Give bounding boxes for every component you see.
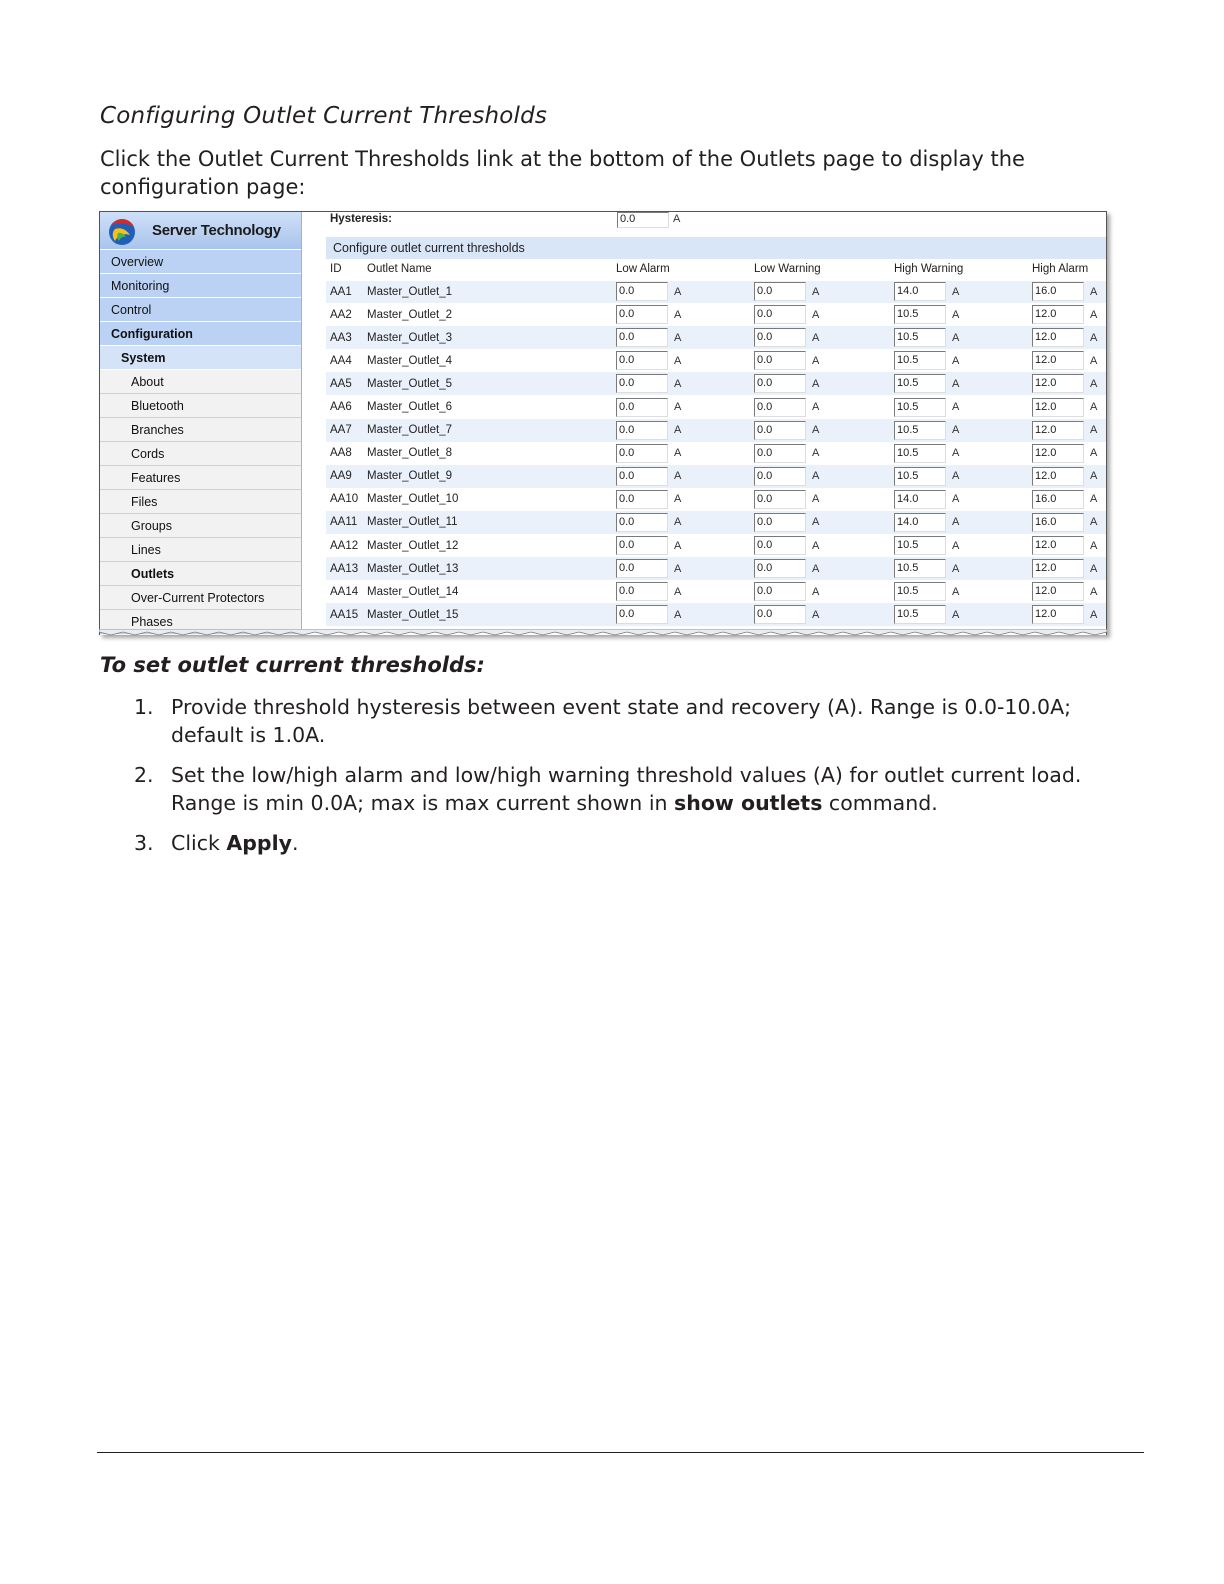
nav-item-outlets[interactable]: Outlets bbox=[100, 562, 301, 586]
threshold-cell bbox=[612, 580, 750, 603]
step-number: 2. bbox=[134, 763, 154, 787]
unit-label: A bbox=[812, 493, 820, 506]
low-warning-input[interactable]: 0.0 bbox=[754, 305, 806, 324]
threshold-cell bbox=[750, 534, 890, 557]
threshold-cell bbox=[612, 557, 750, 580]
high-warning-input[interactable]: 10.5 bbox=[894, 305, 946, 324]
outlet-name: Master_Outlet_11 bbox=[363, 511, 612, 534]
server-technology-logo-icon bbox=[106, 215, 138, 247]
config-screenshot bbox=[99, 211, 1107, 635]
threshold-cell bbox=[612, 511, 750, 534]
high-alarm-input[interactable]: 16.0 bbox=[1032, 282, 1084, 301]
step-item bbox=[134, 829, 1124, 857]
outlet-name: Master_Outlet_7 bbox=[363, 419, 612, 442]
threshold-cell bbox=[890, 395, 1028, 418]
high-warning-input[interactable]: 10.5 bbox=[894, 536, 946, 555]
unit-label: A bbox=[1090, 470, 1098, 483]
threshold-cell bbox=[1028, 419, 1106, 442]
sidebar bbox=[100, 212, 302, 635]
unit-label: A bbox=[952, 377, 960, 390]
threshold-cell bbox=[890, 580, 1028, 603]
threshold-cell bbox=[1028, 603, 1106, 626]
step-emphasis: Apply bbox=[226, 831, 292, 855]
unit-label: A bbox=[812, 401, 820, 414]
threshold-cell bbox=[1028, 557, 1106, 580]
unit-label: A bbox=[812, 608, 820, 621]
unit-label: A bbox=[674, 539, 682, 552]
threshold-cell bbox=[890, 372, 1028, 395]
table-row bbox=[326, 372, 1106, 395]
intro-link-text: Outlet Current Thresholds bbox=[197, 147, 470, 171]
unit-label: A bbox=[952, 354, 960, 367]
high-warning-input[interactable]: 10.5 bbox=[894, 374, 946, 393]
threshold-cell bbox=[1028, 442, 1106, 465]
threshold-cell bbox=[750, 557, 890, 580]
nav-item-control[interactable]: Control bbox=[100, 298, 301, 322]
threshold-cell bbox=[750, 442, 890, 465]
threshold-cell bbox=[890, 603, 1028, 626]
high-warning-input[interactable]: 14.0 bbox=[894, 513, 946, 532]
unit-label: A bbox=[1090, 539, 1098, 552]
outlet-id: AA1 bbox=[326, 280, 363, 303]
threshold-cell bbox=[1028, 280, 1106, 303]
low-alarm-input[interactable]: 0.0 bbox=[616, 398, 668, 417]
low-alarm-input[interactable]: 0.0 bbox=[616, 513, 668, 532]
threshold-cell bbox=[890, 303, 1028, 326]
unit-label: A bbox=[952, 331, 960, 344]
unit-label: A bbox=[674, 308, 682, 321]
column-header: Low Alarm bbox=[612, 259, 750, 280]
high-warning-input[interactable]: 10.5 bbox=[894, 559, 946, 578]
threshold-cell bbox=[612, 349, 750, 372]
step-emphasis: show outlets bbox=[674, 791, 823, 815]
threshold-cell bbox=[612, 465, 750, 488]
nav-item-cords[interactable]: Cords bbox=[100, 442, 301, 466]
unit-label: A bbox=[674, 354, 682, 367]
table-row bbox=[326, 280, 1106, 303]
low-alarm-input[interactable]: 0.0 bbox=[616, 536, 668, 555]
threshold-cell bbox=[890, 349, 1028, 372]
nav-item-about[interactable]: About bbox=[100, 370, 301, 394]
low-alarm-input[interactable]: 0.0 bbox=[616, 467, 668, 486]
unit-label: A bbox=[812, 516, 820, 529]
hysteresis-unit: A bbox=[673, 213, 681, 225]
step-text: Provide threshold hysteresis between event state and recovery (A). Range is 0.0-10.0A; default is 1.0A. bbox=[171, 695, 1071, 747]
threshold-cell bbox=[750, 372, 890, 395]
outlet-id: AA7 bbox=[326, 419, 363, 442]
nav-item-groups[interactable]: Groups bbox=[100, 514, 301, 538]
low-warning-input[interactable]: 0.0 bbox=[754, 398, 806, 417]
table-row bbox=[326, 465, 1106, 488]
low-alarm-input[interactable]: 0.0 bbox=[616, 421, 668, 440]
unit-label: A bbox=[674, 377, 682, 390]
threshold-cell bbox=[612, 603, 750, 626]
unit-label: A bbox=[1090, 424, 1098, 437]
unit-label: A bbox=[952, 585, 960, 598]
unit-label: A bbox=[952, 539, 960, 552]
unit-label: A bbox=[1090, 331, 1098, 344]
threshold-cell bbox=[750, 511, 890, 534]
outlet-id: AA3 bbox=[326, 326, 363, 349]
high-warning-input[interactable]: 10.5 bbox=[894, 421, 946, 440]
high-warning-input[interactable]: 10.5 bbox=[894, 328, 946, 347]
table-row bbox=[326, 488, 1106, 511]
nav-sub-group bbox=[100, 370, 301, 634]
nav-item-bluetooth[interactable]: Bluetooth bbox=[100, 394, 301, 418]
unit-label: A bbox=[812, 308, 820, 321]
outlet-name: Master_Outlet_10 bbox=[363, 488, 612, 511]
unit-label: A bbox=[1090, 585, 1098, 598]
high-warning-input[interactable]: 10.5 bbox=[894, 444, 946, 463]
brand-header[interactable] bbox=[100, 212, 301, 250]
threshold-cell bbox=[890, 488, 1028, 511]
unit-label: A bbox=[1090, 285, 1098, 298]
threshold-cell bbox=[890, 326, 1028, 349]
unit-label: A bbox=[1090, 493, 1098, 506]
column-header: High Warning bbox=[890, 259, 1028, 280]
threshold-cell bbox=[750, 280, 890, 303]
threshold-cell bbox=[612, 326, 750, 349]
step-number: 1. bbox=[134, 695, 154, 719]
threshold-cell bbox=[612, 372, 750, 395]
outlet-name: Master_Outlet_2 bbox=[363, 303, 612, 326]
low-warning-input[interactable]: 0.0 bbox=[754, 490, 806, 509]
high-alarm-input[interactable]: 12.0 bbox=[1032, 605, 1084, 624]
nav-item-phases[interactable]: Phases bbox=[100, 610, 301, 634]
table-row bbox=[326, 419, 1106, 442]
step-item bbox=[134, 761, 1124, 817]
threshold-cell bbox=[750, 326, 890, 349]
table-body bbox=[326, 280, 1106, 626]
high-warning-input[interactable]: 10.5 bbox=[894, 467, 946, 486]
outlet-id: AA5 bbox=[326, 372, 363, 395]
step-item bbox=[134, 693, 1124, 749]
config-title: Configure outlet current thresholds bbox=[326, 237, 1106, 259]
unit-label: A bbox=[812, 285, 820, 298]
unit-label: A bbox=[812, 377, 820, 390]
unit-label: A bbox=[1090, 516, 1098, 529]
table-row bbox=[326, 349, 1106, 372]
threshold-cell bbox=[890, 442, 1028, 465]
intro-paragraph bbox=[100, 145, 1130, 201]
unit-label: A bbox=[674, 493, 682, 506]
outlet-id: AA9 bbox=[326, 465, 363, 488]
unit-label: A bbox=[1090, 308, 1098, 321]
unit-label: A bbox=[674, 447, 682, 460]
threshold-cell bbox=[890, 419, 1028, 442]
high-warning-input[interactable]: 14.0 bbox=[894, 282, 946, 301]
nav-item-system[interactable]: System bbox=[100, 346, 301, 370]
column-header: ID bbox=[326, 259, 363, 280]
unit-label: A bbox=[1090, 377, 1098, 390]
low-warning-input[interactable]: 0.0 bbox=[754, 559, 806, 578]
intro-post: link at the bottom of the Outlets page to display the configuration page: bbox=[100, 147, 1025, 199]
outlet-name: Master_Outlet_15 bbox=[363, 603, 612, 626]
table-row bbox=[326, 442, 1106, 465]
threshold-cell bbox=[1028, 326, 1106, 349]
low-warning-input[interactable]: 0.0 bbox=[754, 536, 806, 555]
main-panel bbox=[306, 212, 1107, 635]
intro-pre: Click the bbox=[100, 147, 198, 171]
threshold-cell bbox=[612, 419, 750, 442]
threshold-cell bbox=[1028, 534, 1106, 557]
low-warning-input[interactable]: 0.0 bbox=[754, 467, 806, 486]
torn-edge bbox=[99, 629, 1107, 637]
outlet-name: Master_Outlet_8 bbox=[363, 442, 612, 465]
low-alarm-input[interactable]: 0.0 bbox=[616, 282, 668, 301]
unit-label: A bbox=[812, 539, 820, 552]
unit-label: A bbox=[952, 493, 960, 506]
unit-label: A bbox=[674, 285, 682, 298]
high-alarm-input[interactable]: 16.0 bbox=[1032, 513, 1084, 532]
table-row bbox=[326, 395, 1106, 418]
steps-list bbox=[134, 693, 1124, 869]
low-warning-input[interactable]: 0.0 bbox=[754, 582, 806, 601]
unit-label: A bbox=[812, 562, 820, 575]
unit-label: A bbox=[674, 401, 682, 414]
outlet-id: AA6 bbox=[326, 395, 363, 418]
footer-rule bbox=[97, 1452, 1144, 1453]
table-row bbox=[326, 580, 1106, 603]
high-warning-input[interactable]: 14.0 bbox=[894, 490, 946, 509]
threshold-cell bbox=[750, 603, 890, 626]
hysteresis-input[interactable]: 0.0 bbox=[617, 212, 669, 228]
threshold-cell bbox=[612, 303, 750, 326]
unit-label: A bbox=[952, 424, 960, 437]
unit-label: A bbox=[674, 470, 682, 483]
low-alarm-input[interactable]: 0.0 bbox=[616, 490, 668, 509]
unit-label: A bbox=[812, 331, 820, 344]
nav-item-features[interactable]: Features bbox=[100, 466, 301, 490]
unit-label: A bbox=[952, 401, 960, 414]
outlet-id: AA12 bbox=[326, 534, 363, 557]
outlet-id: AA13 bbox=[326, 557, 363, 580]
low-alarm-input[interactable]: 0.0 bbox=[616, 305, 668, 324]
outlet-id: AA8 bbox=[326, 442, 363, 465]
high-alarm-input[interactable]: 12.0 bbox=[1032, 536, 1084, 555]
thresholds-table bbox=[326, 259, 1106, 626]
table-row bbox=[326, 326, 1106, 349]
unit-label: A bbox=[1090, 608, 1098, 621]
unit-label: A bbox=[674, 516, 682, 529]
nav-item-lines[interactable]: Lines bbox=[100, 538, 301, 562]
outlet-name: Master_Outlet_12 bbox=[363, 534, 612, 557]
threshold-cell bbox=[612, 280, 750, 303]
low-warning-input[interactable]: 0.0 bbox=[754, 282, 806, 301]
outlet-name: Master_Outlet_5 bbox=[363, 372, 612, 395]
column-header: Outlet Name bbox=[363, 259, 612, 280]
threshold-cell bbox=[612, 442, 750, 465]
outlet-id: AA4 bbox=[326, 349, 363, 372]
threshold-cell bbox=[890, 534, 1028, 557]
threshold-cell bbox=[890, 557, 1028, 580]
high-alarm-input[interactable]: 12.0 bbox=[1032, 398, 1084, 417]
threshold-cell bbox=[890, 511, 1028, 534]
step-text: command. bbox=[822, 791, 938, 815]
high-alarm-input[interactable]: 12.0 bbox=[1032, 467, 1084, 486]
outlet-id: AA14 bbox=[326, 580, 363, 603]
unit-label: A bbox=[952, 470, 960, 483]
high-warning-input[interactable]: 10.5 bbox=[894, 605, 946, 624]
column-header: Low Warning bbox=[750, 259, 890, 280]
unit-label: A bbox=[952, 562, 960, 575]
high-alarm-input[interactable]: 16.0 bbox=[1032, 490, 1084, 509]
procedure-heading: To set outlet current thresholds: bbox=[100, 653, 485, 677]
unit-label: A bbox=[812, 447, 820, 460]
table-header-row bbox=[326, 259, 1106, 280]
high-alarm-input[interactable]: 12.0 bbox=[1032, 374, 1084, 393]
table-row bbox=[326, 303, 1106, 326]
unit-label: A bbox=[674, 424, 682, 437]
low-warning-input[interactable]: 0.0 bbox=[754, 351, 806, 370]
unit-label: A bbox=[1090, 447, 1098, 460]
unit-label: A bbox=[952, 308, 960, 321]
low-alarm-input[interactable]: 0.0 bbox=[616, 351, 668, 370]
low-alarm-input[interactable]: 0.0 bbox=[616, 559, 668, 578]
high-alarm-input[interactable]: 12.0 bbox=[1032, 328, 1084, 347]
threshold-cell bbox=[1028, 303, 1106, 326]
outlet-id: AA10 bbox=[326, 488, 363, 511]
low-alarm-input[interactable]: 0.0 bbox=[616, 328, 668, 347]
nav-item-branches[interactable]: Branches bbox=[100, 418, 301, 442]
outlet-name: Master_Outlet_9 bbox=[363, 465, 612, 488]
hysteresis-label: Hysteresis: bbox=[330, 213, 393, 225]
unit-label: A bbox=[674, 608, 682, 621]
outlet-id: AA15 bbox=[326, 603, 363, 626]
low-warning-input[interactable]: 0.0 bbox=[754, 328, 806, 347]
outlet-name: Master_Outlet_3 bbox=[363, 326, 612, 349]
threshold-cell bbox=[1028, 465, 1106, 488]
high-warning-input[interactable]: 10.5 bbox=[894, 351, 946, 370]
high-alarm-input[interactable]: 12.0 bbox=[1032, 305, 1084, 324]
threshold-cell bbox=[750, 419, 890, 442]
threshold-cell bbox=[890, 280, 1028, 303]
nav-item-overview[interactable]: Overview bbox=[100, 250, 301, 274]
threshold-cell bbox=[750, 395, 890, 418]
nav-item-over-current-protectors[interactable]: Over-Current Protectors bbox=[100, 586, 301, 610]
threshold-cell bbox=[750, 465, 890, 488]
step-text: . bbox=[291, 831, 299, 855]
unit-label: A bbox=[674, 562, 682, 575]
unit-label: A bbox=[812, 424, 820, 437]
high-warning-input[interactable]: 10.5 bbox=[894, 398, 946, 417]
low-alarm-input[interactable]: 0.0 bbox=[616, 582, 668, 601]
low-warning-input[interactable]: 0.0 bbox=[754, 605, 806, 624]
table-row bbox=[326, 534, 1106, 557]
outlet-name: Master_Outlet_6 bbox=[363, 395, 612, 418]
high-alarm-input[interactable]: 12.0 bbox=[1032, 559, 1084, 578]
unit-label: A bbox=[674, 585, 682, 598]
low-alarm-input[interactable]: 0.0 bbox=[616, 605, 668, 624]
threshold-cell bbox=[750, 580, 890, 603]
threshold-cell bbox=[890, 465, 1028, 488]
nav-item-monitoring[interactable]: Monitoring bbox=[100, 274, 301, 298]
table-row bbox=[326, 557, 1106, 580]
high-alarm-input[interactable]: 12.0 bbox=[1032, 421, 1084, 440]
column-header: High Alarm bbox=[1028, 259, 1106, 280]
outlet-name: Master_Outlet_13 bbox=[363, 557, 612, 580]
low-warning-input[interactable]: 0.0 bbox=[754, 444, 806, 463]
section-heading: Configuring Outlet Current Thresholds bbox=[100, 103, 548, 129]
threshold-cell bbox=[1028, 395, 1106, 418]
nav-item-files[interactable]: Files bbox=[100, 490, 301, 514]
threshold-cell bbox=[1028, 488, 1106, 511]
unit-label: A bbox=[952, 447, 960, 460]
threshold-cell bbox=[1028, 580, 1106, 603]
low-warning-input[interactable]: 0.0 bbox=[754, 374, 806, 393]
brand-name: Server Technology bbox=[152, 222, 281, 239]
nav-item-configuration[interactable]: Configuration bbox=[100, 322, 301, 346]
high-warning-input[interactable]: 10.5 bbox=[894, 582, 946, 601]
threshold-cell bbox=[750, 488, 890, 511]
high-alarm-input[interactable]: 12.0 bbox=[1032, 444, 1084, 463]
unit-label: A bbox=[1090, 401, 1098, 414]
threshold-cell bbox=[1028, 511, 1106, 534]
unit-label: A bbox=[812, 354, 820, 367]
threshold-cell bbox=[750, 303, 890, 326]
table-row bbox=[326, 603, 1106, 626]
unit-label: A bbox=[952, 516, 960, 529]
low-alarm-input[interactable]: 0.0 bbox=[616, 374, 668, 393]
high-alarm-input[interactable]: 12.0 bbox=[1032, 582, 1084, 601]
outlet-id: AA2 bbox=[326, 303, 363, 326]
outlet-name: Master_Outlet_14 bbox=[363, 580, 612, 603]
high-alarm-input[interactable]: 12.0 bbox=[1032, 351, 1084, 370]
unit-label: A bbox=[952, 285, 960, 298]
unit-label: A bbox=[812, 585, 820, 598]
unit-label: A bbox=[1090, 562, 1098, 575]
threshold-cell bbox=[1028, 349, 1106, 372]
outlet-name: Master_Outlet_4 bbox=[363, 349, 612, 372]
unit-label: A bbox=[952, 608, 960, 621]
step-text: Click bbox=[171, 831, 227, 855]
outlet-id: AA11 bbox=[326, 511, 363, 534]
low-warning-input[interactable]: 0.0 bbox=[754, 513, 806, 532]
nav-top-group bbox=[100, 250, 301, 346]
low-alarm-input[interactable]: 0.0 bbox=[616, 444, 668, 463]
low-warning-input[interactable]: 0.0 bbox=[754, 421, 806, 440]
step-text: Set the low/high alarm and low/high warning threshold values (A) for outlet current load. Range is min 0.0A; max is max current shown in bbox=[171, 763, 1082, 815]
step-number: 3. bbox=[134, 831, 154, 855]
unit-label: A bbox=[812, 470, 820, 483]
threshold-cell bbox=[612, 534, 750, 557]
threshold-cell bbox=[750, 349, 890, 372]
table-row bbox=[326, 511, 1106, 534]
unit-label: A bbox=[674, 331, 682, 344]
unit-label: A bbox=[1090, 354, 1098, 367]
threshold-cell bbox=[612, 488, 750, 511]
threshold-cell bbox=[1028, 372, 1106, 395]
outlet-name: Master_Outlet_1 bbox=[363, 280, 612, 303]
hysteresis-row bbox=[306, 212, 1106, 230]
threshold-cell bbox=[612, 395, 750, 418]
